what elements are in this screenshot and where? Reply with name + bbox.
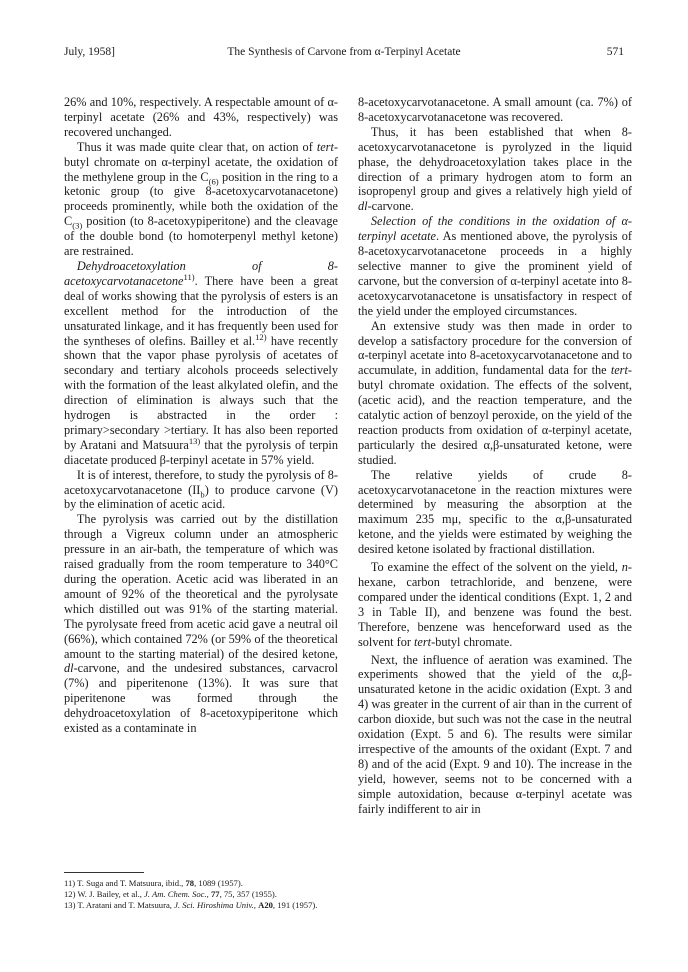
text-run: The relative yields of crude 8-acetoxycarvotanacetone in the reaction mixtures were determined by measuring the absorption at the maximum 235 mμ, specific to the α,β-unsaturated ketone, and the yields were estimated by weighing the desired ketone isolated by fractional distillation. <box>358 467 632 557</box>
text-run: tert <box>414 634 432 649</box>
text-run: Thus it was made quite clear that, on action of <box>76 139 317 154</box>
paragraph: 8-acetoxycarvotanacetone. A small amount (ca. 7%) of 8-acetoxycarvotanacetone was recovered. <box>358 95 632 124</box>
text-run: , 191 (1957). <box>272 900 318 910</box>
left-column <box>64 95 338 736</box>
text-run: -butyl chromate oxidation. The effects of the solvent, (acetic acid), and the reaction temperature, and the catalytic action of benzoyl peroxide, on the yield of the reaction products from oxidation of α-terpinyl acetate, particularly the desired α,β-unsaturated ketone, were studied. <box>358 363 632 467</box>
paragraph <box>358 560 632 649</box>
text-run: have recently shown that the vapor phase pyrolysis of acetates of secondary and tertiary alcohols proceeds selectively with the formation of the least alkylated olefin, and the direction of elimination is always such that the hydrogen is abstracted in the order : primary>secondary >tertiary. It has also been reported by Aratani and Matsuura <box>64 333 338 452</box>
text-run: that the pyrolysis of terpin diacetate produced β-terpinyl acetate in 57% yield. <box>64 437 338 467</box>
text-run: It is of interest, therefore, to study the pyrolysis of 8-acetoxycarvotanacetone (II <box>64 467 338 497</box>
paragraph <box>358 214 632 318</box>
text-run: dl <box>358 199 368 214</box>
text-run: To examine the effect of the solvent on the yield, <box>370 560 622 575</box>
text-run: . There have been a great deal of works showing that the pyrolysis of esters is an excellent method for the introduction of the unsaturated linkage, and it has frequently been used for the syntheses of olefins. Bailley et al. <box>64 273 338 348</box>
text-run: , 1089 (1957). <box>194 878 243 888</box>
text-run: -butyl chromate. <box>431 634 513 649</box>
text-run: 11) T. Suga and T. Matsuura, ibid., <box>64 878 186 888</box>
text-run: tert <box>610 363 628 378</box>
header-title: The Synthesis of Carvone from α-Terpinyl Acetate <box>227 46 461 58</box>
paragraph <box>64 259 338 468</box>
text-run: The pyrolysis was carried out by the distillation through a Vigreux column under an atmospheric pressure in an air-bath, the temperature of which was raised gradually from the room temperature to 340°C during the operation. Acetic acid was liberated in an amount of 92% of the theoretical and the pyrolysate which distilled out was 91% of the starting material. The pyrolysate freed from acetic acid gave a neutral oil (66%), which contained 72% (or 59% of the theoretical amount to the starting material) of the desired ketone, <box>64 512 338 661</box>
text-run: , 75, 357 (1955). <box>219 889 277 899</box>
text-run: -hexane, carbon tetrachloride, and benzene, were compared under the identical conditions (Expt. 1, 2 and 3 in Table II), and benzene was found the best. Therefore, benzene was henceforward used as the solvent for <box>358 560 632 649</box>
text-run: 78 <box>185 878 195 888</box>
text-run: -carvone. <box>367 199 414 214</box>
text-run: Selection of the conditions in the oxidation of α-terpinyl acetate <box>358 214 632 244</box>
footnote-rule <box>64 872 144 873</box>
text-run: n <box>621 560 628 575</box>
page-number: 571 <box>606 46 624 58</box>
text-run: A20 <box>258 900 273 910</box>
paragraph <box>64 140 338 259</box>
footnote <box>64 889 338 900</box>
text-run: Next, the influence of aeration was examined. The experiments showed that the yield of the α,β-unsaturated ketone in the acidic oxidation (Expt. 3 and 4) was greater in the current of air than in the current of carbon dioxide, but such was not the case in the neutral oxidation (Expt. 5 and 6). The results were similar irrespective of the amounts of the oxidant (Expt. 7 and 8) and of the acid (Expt. 9 and 10). The increase in the yield, however, seems not to be concerned with a simple autoxidation, because α-terpinyl acetate was fairly indifferent to air in <box>358 652 632 816</box>
text-run: position (to 8-acetoxypiperitone) and the cleavage of the double bond (to homoterpenyl methyl ketone) are restrained. <box>64 214 338 259</box>
text-run: 12) W. J. Bailey, et al., <box>64 889 145 899</box>
text-run: . As mentioned above, the pyrolysis of 8-acetoxycarvotanacetone proceeds in a highly selective manner to give the prominent yield of carvone, but the conversion of α-terpinyl acetate into 8-acetoxycarvotanacetone is unsatisfactory in respect of the yield under the employed circumstances. <box>358 229 632 318</box>
paragraph: 26% and 10%, respectively. A respectable amount of α-terpinyl acetate (26% and 43%, respectively) was recovered unchanged. <box>64 95 338 139</box>
text-run: An extensive study was then made in order to develop a satisfactory procedure for the conversion of α-terpinyl acetate into 8-acetoxycarvotanacetone and to accumulate, in addition, fundamental data for the <box>358 318 632 378</box>
text-run: tert <box>316 139 334 154</box>
paragraph <box>64 468 338 513</box>
text-run: ) to produce carvone (V) by the elimination of acetic acid. <box>64 482 338 512</box>
footnote <box>64 900 338 911</box>
text-run: -carvone, and the undesired substances, carvacrol (7%) and piperitenone (13%). It was sure that piperitenone was formed through the dehydroacetoxylation of 8-acetoxypiperitone which existed as a contaminate in <box>64 661 338 736</box>
text-run: 11) <box>183 271 195 282</box>
text-run: , <box>253 900 259 910</box>
text-run: (3) <box>72 220 83 231</box>
paragraph <box>64 512 338 736</box>
text-run: -butyl chromate on α-terpinyl acetate, the oxidation of the methylene group in the C <box>64 139 338 184</box>
text-run: position in the ring to a ketonic group (to give 8-acetoxycarvotanacetone) proceeds prominently, while both the oxidation of the C <box>64 169 338 229</box>
footnote <box>64 878 338 889</box>
text-run: dl <box>64 661 74 676</box>
text-run: 13) T. Aratani and T. Matsuura, <box>64 900 175 910</box>
text-run: Thus, it has been established that when 8-acetoxycarvotanacetone is pyrolyzed in the liquid phase, the dehydroacetoxylation takes place in the direction of a primary hydrogen atom to form an isopropenyl group and gives a relatively high yield of <box>358 124 632 199</box>
text-run: b <box>200 489 205 500</box>
header-date: July, 1958] <box>64 46 116 58</box>
right-column <box>358 95 632 817</box>
footnotes <box>64 872 338 911</box>
text-run: 13) <box>188 435 201 446</box>
text-run: (6) <box>208 175 219 186</box>
paragraph <box>358 319 632 468</box>
paragraph <box>358 468 632 557</box>
text-run: 77 <box>210 889 220 899</box>
text-run: Dehydroacetoxylation of 8-acetoxycarvotanacetone <box>64 258 338 288</box>
paragraph <box>358 653 632 817</box>
text-run: J. Am. Chem. Soc. <box>144 889 207 899</box>
paragraph <box>358 125 632 214</box>
text-run: 12) <box>255 331 267 342</box>
running-header <box>64 44 624 60</box>
text-run: , <box>206 889 211 899</box>
text-run: J. Sci. Hiroshima Univ. <box>174 900 254 910</box>
